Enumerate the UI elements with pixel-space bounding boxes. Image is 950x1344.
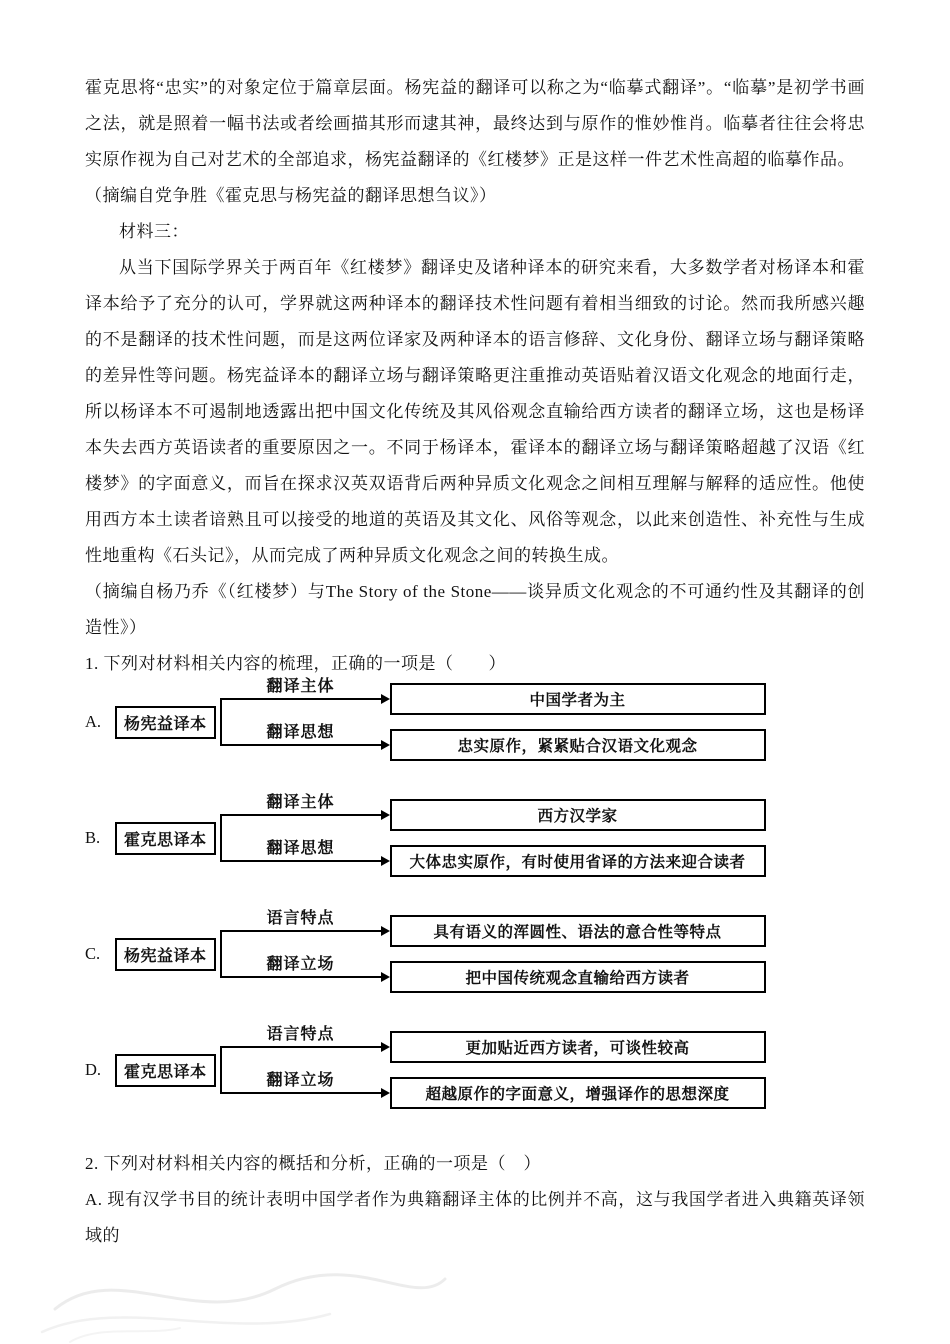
branch — [220, 1072, 766, 1110]
branch-result-box: 更加贴近西方读者，可谈性较高 — [390, 1031, 766, 1063]
branch-result-box: 西方汉学家 — [390, 799, 766, 831]
option-letter: A. — [85, 712, 102, 731]
arrow-right-icon — [381, 740, 390, 750]
connector-line — [220, 678, 382, 700]
arrow-right-icon — [381, 972, 390, 982]
translation-source-box: 霍克思译本 — [115, 822, 216, 855]
branch — [220, 678, 766, 716]
connector-line — [220, 956, 382, 978]
branch-result-box: 忠实原作，紧紧贴合汉语文化观念 — [390, 729, 766, 761]
option-letter: B. — [85, 828, 101, 847]
arrow-right-icon — [381, 694, 390, 704]
arrow-right-icon — [381, 856, 390, 866]
branch-label: 翻译思想 — [266, 724, 335, 741]
arrow-right-icon — [381, 926, 390, 936]
attribution-material-three: （摘编自杨乃乔《（红楼梦）与The Story of the Stone——谈异质文化观念的不可通约性及其翻译的创造性》） — [85, 582, 865, 637]
option-diagram-b — [85, 794, 865, 878]
paragraph-linmo-translation: 霍克思将“忠实”的对象定位于篇章层面。杨宪益的翻译可以称之为“临摹式翻译”。“临摹”是初学书画之法，就是照着一幅书法或者绘画描其形而逮其神，最终达到与原作的惟妙惟肖。临摹者往往会将忠实原作视为自己对艺术的全部追求，杨宪益翻译的《红楼梦》正是这样一件艺术性高超的临摹作品。 — [85, 78, 865, 169]
question-2-option-a: A. 现有汉学书目的统计表明中国学者作为典籍翻译主体的比例并不高，这与我国学者进入典籍英译领域的 — [85, 1190, 865, 1245]
branches — [220, 1026, 766, 1110]
connector-line — [220, 724, 382, 746]
branches — [220, 678, 766, 762]
branch-label: 翻译思想 — [266, 840, 335, 857]
branch — [220, 956, 766, 994]
paragraph-material-three: 从当下国际学界关于两百年《红楼梦》翻译史及诸种译本的研究来看，大多数学者对杨译本和霍译本给予了充分的认可，学界就这两种译本的翻译技术性问题有着相当细致的讨论。然而我所感兴趣的不是翻译的技术性问题，而是这两位译家及两种译本的语言修辞、文化身份、翻译立场与翻译策略的差异性等问题。杨宪益译本的翻译立场与翻译策略更注重推动英语贴着汉语文化观念的地面行走，所以杨译本不可遏制地透露出把中国文化传统及其风俗观念直输给西方读者的翻译立场，这也是杨译本失去西方英语读者的重要原因之一。不同于杨译本，霍译本的翻译立场与翻译策略超越了汉语《红楼梦》的字面意义，而旨在探求汉英双语背后两种异质文化观念之间相互理解与解释的适应性。他使用西方本土读者谙熟且可以接受的地道的英语及其文化、风俗等观念，以此来创造性、补充性与生成性地重构《石头记》，从而完成了两种异质文化观念之间的转换生成。 — [85, 258, 865, 565]
branch-label: 翻译主体 — [266, 794, 335, 811]
branch-label: 翻译立场 — [266, 1072, 335, 1089]
branch-label: 翻译立场 — [266, 956, 335, 973]
branch — [220, 1026, 766, 1064]
arrow-right-icon — [381, 1088, 390, 1098]
branch — [220, 910, 766, 948]
arrow-right-icon — [381, 810, 390, 820]
branch-result-box: 超越原作的字面意义，增强译作的思想深度 — [390, 1077, 766, 1109]
option-letter: C. — [85, 944, 101, 963]
option-diagram-d — [85, 1026, 865, 1110]
material-three-heading: 材料三： — [119, 222, 189, 241]
connector-line — [220, 1026, 382, 1048]
branches — [220, 910, 766, 994]
branch — [220, 724, 766, 762]
branch-label: 语言特点 — [266, 910, 335, 927]
question-1: 1. 下列对材料相关内容的梳理，正确的一项是（ ） — [85, 654, 506, 673]
connector-line — [220, 1072, 382, 1094]
question-2: 2. 下列对材料相关内容的概括和分析，正确的一项是（ ） — [85, 1154, 541, 1173]
branches — [220, 794, 766, 878]
branch-result-box: 把中国传统观念直输给西方读者 — [390, 961, 766, 993]
arrow-right-icon — [381, 1042, 390, 1052]
branch-result-box: 中国学者为主 — [390, 683, 766, 715]
branch-label: 翻译主体 — [266, 678, 335, 695]
translation-source-box: 杨宪益译本 — [115, 938, 216, 971]
attribution-material-two: （摘编自党争胜《霍克思与杨宪益的翻译思想刍议》） — [85, 186, 497, 205]
translation-source-box: 杨宪益译本 — [115, 706, 216, 739]
branch-result-box: 大体忠实原作，有时使用省译的方法来迎合读者 — [390, 845, 766, 877]
branch — [220, 794, 766, 832]
connector-line — [220, 794, 382, 816]
translation-source-box: 霍克思译本 — [115, 1054, 216, 1087]
branch-result-box: 具有语义的浑圆性、语法的意合性等特点 — [390, 915, 766, 947]
option-letter: D. — [85, 1060, 102, 1079]
option-diagram-c — [85, 910, 865, 994]
option-diagram-a — [85, 678, 865, 762]
branch — [220, 840, 766, 878]
connector-line — [220, 910, 382, 932]
branch-label: 语言特点 — [266, 1026, 335, 1043]
connector-line — [220, 840, 382, 862]
